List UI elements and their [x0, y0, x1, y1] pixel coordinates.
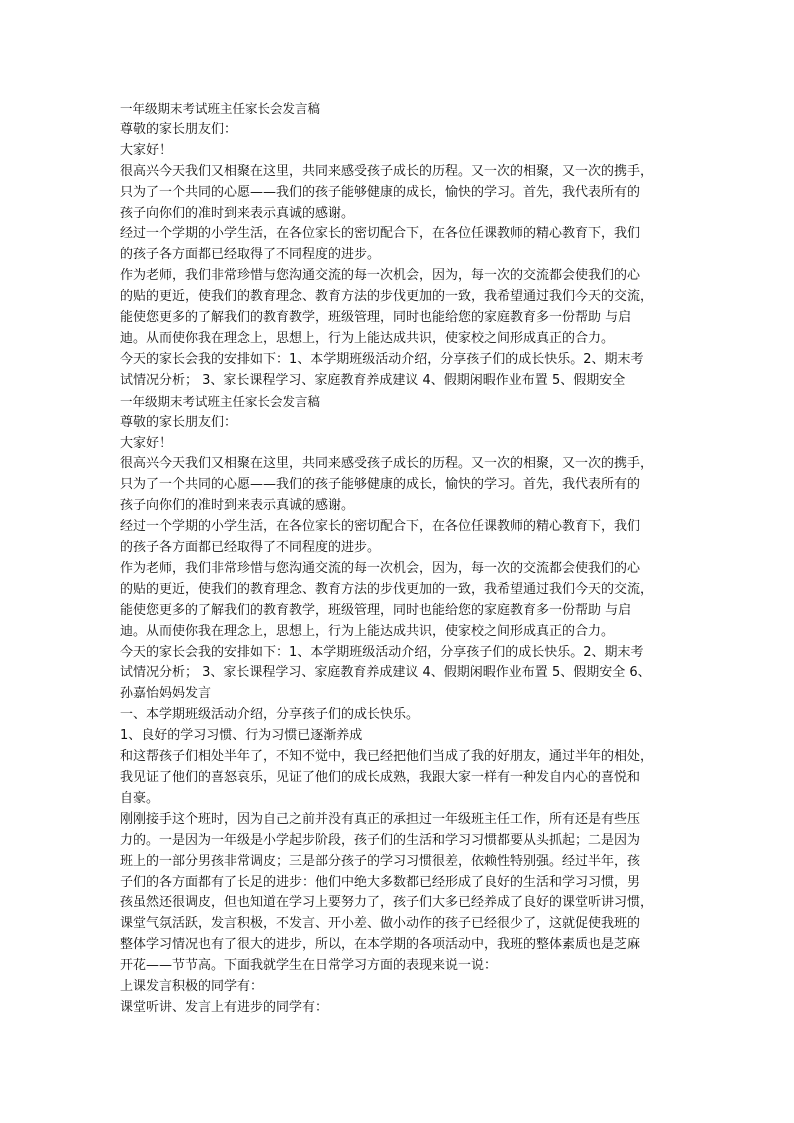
paragraph-line: 整体学习情况也有了很大的进步，所以，在本学期的各项活动中，我班的整体素质也是芝麻	[120, 937, 641, 953]
doc-title: 一年级期末考试班主任家长会发言稿	[120, 393, 321, 409]
paragraph-line: 刚刚接手这个班时，因为自己之前并没有真正的承担过一年级班主任工作，所有还是有些压	[120, 811, 641, 827]
paragraph-line: 的贴的更近，使我们的教育理念、教育方法的步伐更加的一致，我希望通过我们今天的交流，	[120, 289, 654, 305]
subsection-heading: 1、良好的学习习惯、行为习惯已逐渐养成	[120, 728, 363, 744]
paragraph-line: 今天的家长会我的安排如下：1、本学期班级活动介绍，分享孩子们的成长快乐。2、期末考	[120, 644, 644, 660]
paragraph-line: 的孩子各方面都已经取得了不同程度的进步。	[120, 540, 381, 556]
paragraph-line: 力的。一是因为一年级是小学起步阶段，孩子们的生活和学习习惯都要从头抓起；二是因为	[120, 832, 641, 848]
paragraph-line: 我见证了他们的喜怒哀乐，见证了他们的成长成熟，我跟大家一样有一种发自内心的喜悦和	[120, 770, 641, 785]
greeting-line: 大家好！	[120, 435, 173, 451]
paragraph-line: 试情况分析； 3、家长课程学习、家庭教育养成建议 4、假期闲暇作业布置 5、假期安全	[120, 372, 626, 388]
section-heading: 一、本学期班级活动介绍，分享孩子们的成长快乐。	[120, 707, 420, 723]
greeting-line: 大家好！	[120, 142, 173, 158]
greeting-line: 尊敬的家长朋友们：	[120, 414, 238, 430]
paragraph-line: 班上的一部分男孩非常调皮；三是部分孩子的学习习惯很差，依赖性特别强。经过半年，孩	[120, 853, 641, 869]
list-heading: 课堂听讲、发言上有进步的同学有：	[120, 999, 329, 1015]
paragraph-line: 的孩子各方面都已经取得了不同程度的进步。	[120, 247, 381, 263]
paragraph-line: 孩子向你们的准时到来表示真诚的感谢。	[120, 498, 355, 514]
paragraph-line: 能使您更多的了解我们的教育教学，班级管理，同时也能给您的家庭教育多一份帮助 与启	[120, 310, 632, 326]
paragraph-line: 的贴的更近，使我们的教育理念、教育方法的步伐更加的一致，我希望通过我们今天的交流，	[120, 581, 654, 597]
paragraph-line: 子们的各方面都有了长足的进步：他们中绝大多数都已经形成了良好的生活和学习习惯，男	[120, 874, 641, 890]
paragraph-line: 作为老师，我们非常珍惜与您沟通交流的每一次机会，因为，每一次的交流都会使我们的心	[120, 268, 641, 284]
paragraph-line: 只为了一个共同的心愿——我们的孩子能够健康的成长，愉快的学习。首先，我代表所有的	[120, 477, 641, 493]
paragraph-line: 孩虽然还很调皮，但也知道在学习上要努力了，孩子们大多已经养成了良好的课堂听讲习惯，	[120, 895, 654, 911]
paragraph-line: 课堂气氛活跃，发言积极，不发言、开小差、做小动作的孩子已经很少了，这就促使我班的	[120, 916, 641, 932]
paragraph-line: 试情况分析； 3、家长课程学习、家庭教育养成建议 4、假期闲暇作业布置 5、假期安全 6、	[120, 665, 651, 681]
paragraph-line: 开花——节节高。下面我就学生在日常学习方面的表现来说一说：	[120, 958, 498, 974]
greeting-line: 尊敬的家长朋友们：	[120, 121, 238, 137]
doc-title: 一年级期末考试班主任家长会发言稿	[120, 101, 321, 116]
paragraph-line: 自豪。	[120, 790, 160, 806]
paragraph-line: 经过一个学期的小学生活，在各位家长的密切配合下，在各位任课教师的精心教育下，我们	[120, 519, 641, 535]
paragraph-line: 很高兴今天我们又相聚在这里，共同来感受孩子成长的历程。又一次的相聚，又一次的携手，	[120, 163, 654, 179]
paragraph-line: 经过一个学期的小学生活，在各位家长的密切配合下，在各位任课教师的精心教育下，我们	[120, 226, 641, 242]
paragraph-line: 能使您更多的了解我们的教育教学，班级管理，同时也能给您的家庭教育多一份帮助 与启	[120, 602, 632, 618]
paragraph-line: 今天的家长会我的安排如下：1、本学期班级活动介绍，分享孩子们的成长快乐。2、期末考	[120, 351, 644, 367]
paragraph-line: 孩子向你们的准时到来表示真诚的感谢。	[120, 205, 355, 221]
paragraph-line: 只为了一个共同的心愿——我们的孩子能够健康的成长，愉快的学习。首先，我代表所有的	[120, 184, 641, 200]
paragraph-line: 很高兴今天我们又相聚在这里，共同来感受孩子成长的历程。又一次的相聚，又一次的携手，	[120, 456, 654, 472]
paragraph-line: 和这帮孩子们相处半年了，不知不觉中，我已经把他们当成了我的好朋友，通过半年的相处，	[120, 749, 654, 765]
paragraph-line: 迪。从而使你我在理念上，思想上，行为上能达成共识，使家校之间形成真正的合力。	[120, 330, 615, 346]
paragraph-line: 作为老师，我们非常珍惜与您沟通交流的每一次机会，因为，每一次的交流都会使我们的心	[120, 560, 641, 576]
paragraph-line: 迪。从而使你我在理念上，思想上，行为上能达成共识，使家校之间形成真正的合力。	[120, 623, 615, 639]
list-heading: 上课发言积极的同学有：	[120, 979, 264, 995]
section-heading: 孙嘉怡妈妈发言	[120, 686, 212, 702]
